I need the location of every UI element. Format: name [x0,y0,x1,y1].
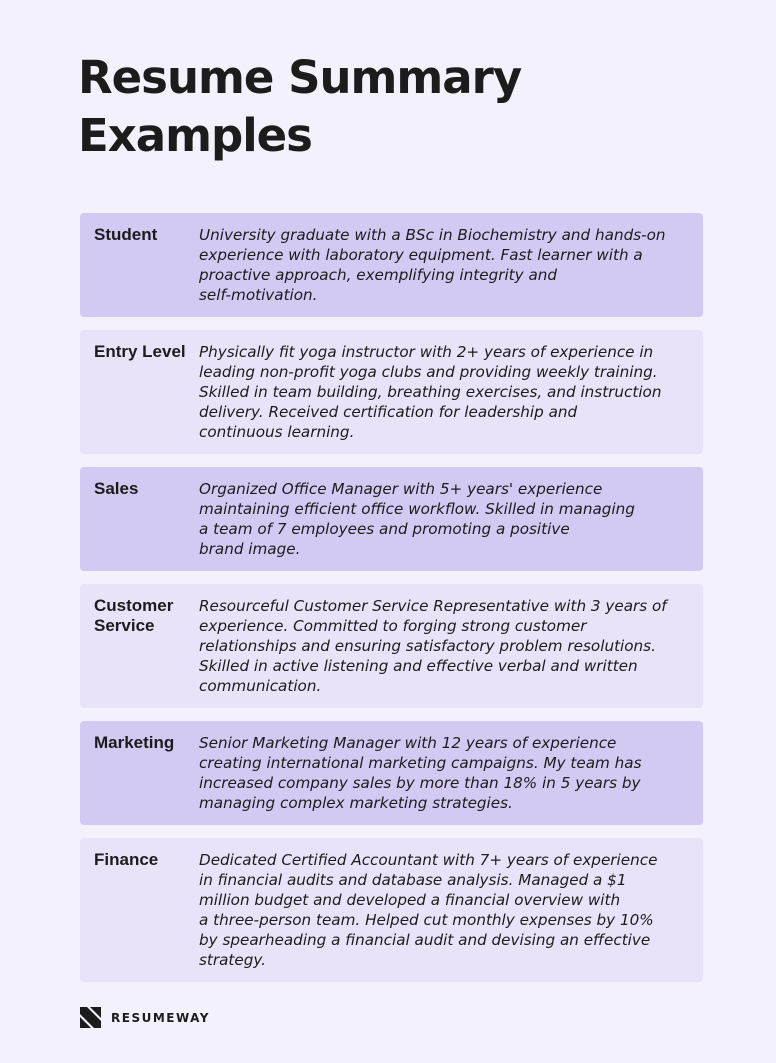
brand-name: RESUMEWAY [111,1010,210,1025]
example-summary: Physically fit yoga instructor with 2+ years of experience in leading non-profit yoga clubs and providing weekly training. Skilled in team building, breathing exercises, and instruction delivery. Received certification for leadership and continuous learning. [199,343,662,441]
resumeway-logo-icon [80,1007,101,1028]
example-label: Marketing [94,733,175,752]
example-summary: Dedicated Certified Accountant with 7+ years of experience in financial audits and database analysis. Managed a $1 million budget and developed a financial overview with a three-person team. Helped cut monthly expenses by 10% by spearheading a financial audit and devising an effective strategy. [199,851,658,969]
example-card-finance [80,838,703,982]
example-card-sales [80,467,703,571]
example-card-student [80,213,703,317]
example-summary: University graduate with a BSc in Biochemistry and hands-on experience with laboratory equipment. Fast learner with a proactive approach, exemplifying integrity and self-motivation. [199,226,666,304]
brand-footer [80,1007,210,1028]
example-label: Sales [94,479,139,498]
page-title: Resume Summary Examples [78,51,522,162]
summary-examples-list [80,213,703,995]
example-label: Student [94,225,158,244]
example-summary: Organized Office Manager with 5+ years' experience maintaining efficient office workflow. Skilled in managing a team of 7 employees and promoting a positive brand image. [199,480,635,558]
example-summary: Resourceful Customer Service Representative with 3 years of experience. Committed to forging strong customer relationships and ensuring satisfactory problem resolutions. Skilled in active listening and effective verbal and written communication. [199,597,667,695]
example-label: Entry Level [94,342,186,361]
example-label: Finance [94,850,159,869]
example-summary: Senior Marketing Manager with 12 years of experience creating international marketing campaigns. My team has increased company sales by more than 18% in 5 years by managing complex marketing strategies. [199,734,642,812]
example-card-customer-service [80,584,703,708]
example-card-entry-level [80,330,703,454]
example-card-marketing [80,721,703,825]
example-label: Customer Service [94,596,174,635]
